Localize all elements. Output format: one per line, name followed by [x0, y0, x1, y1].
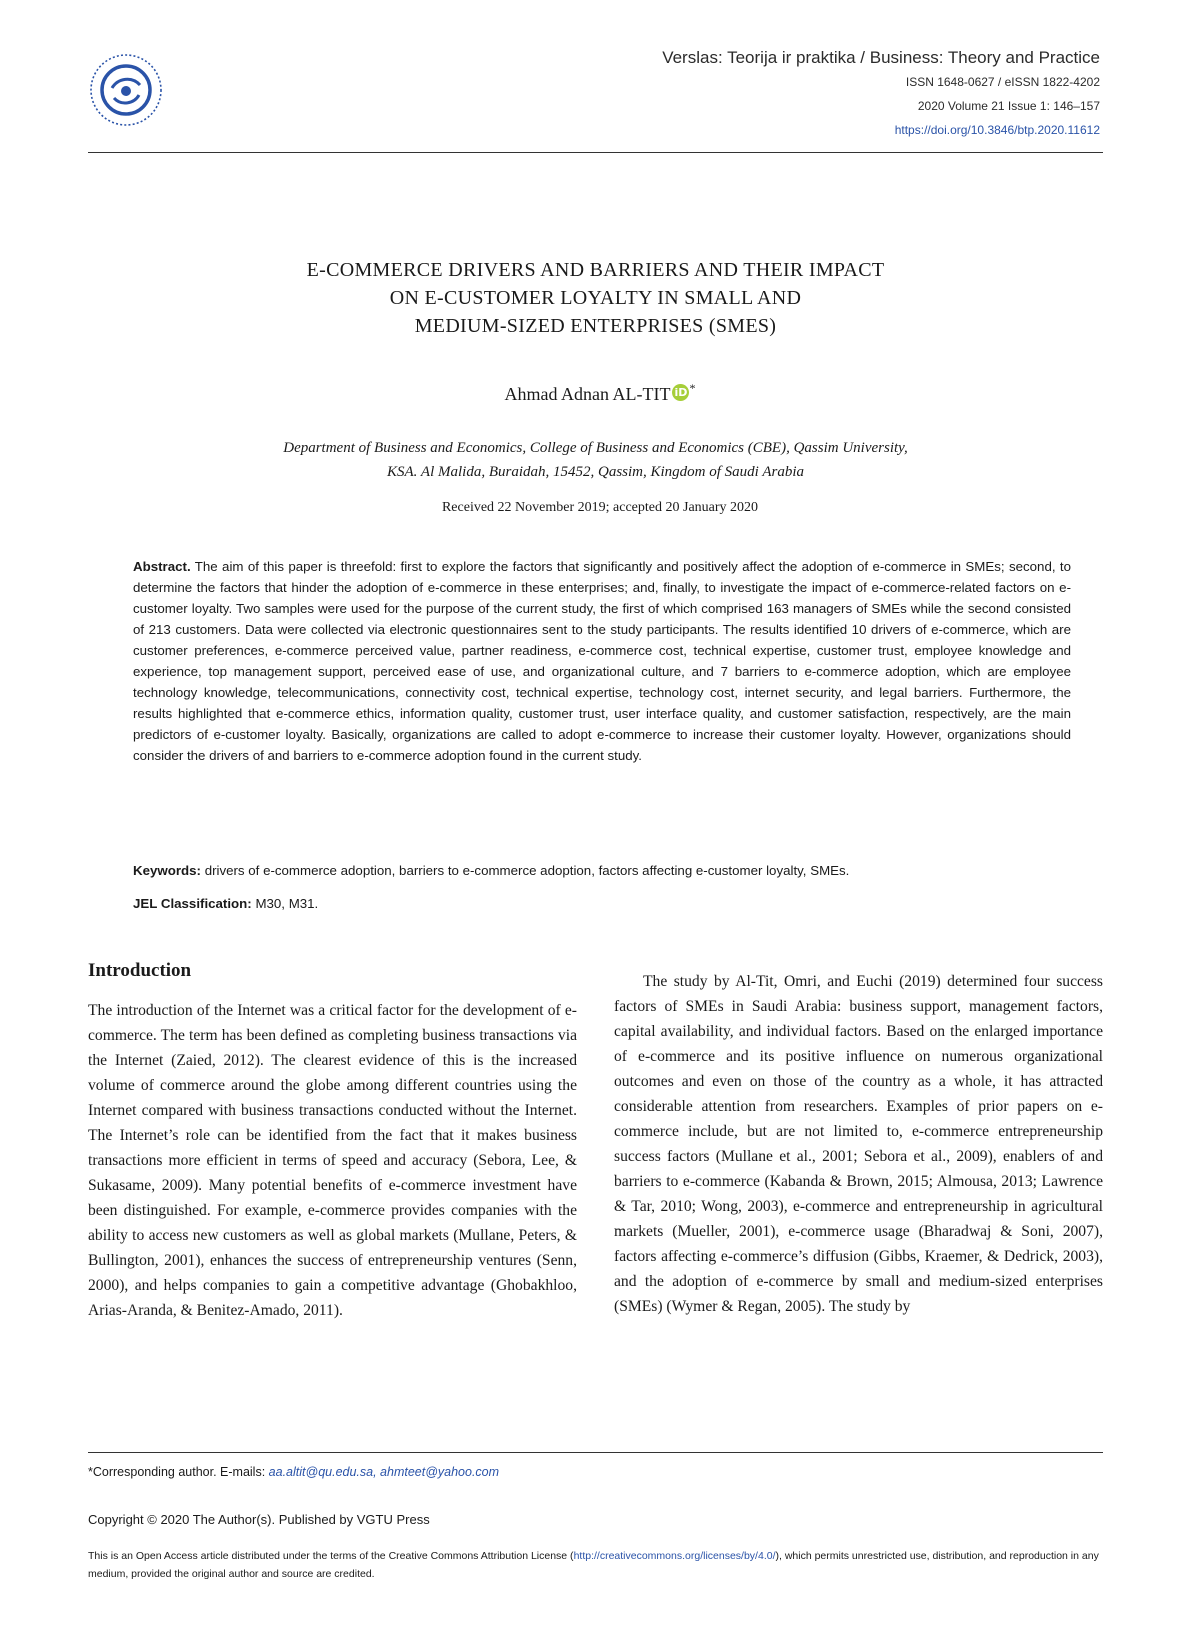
article-title — [88, 256, 1103, 340]
journal-header — [662, 46, 1100, 142]
license-notice — [88, 1547, 1100, 1583]
abstract-label: Abstract. — [133, 559, 191, 574]
footnote-emails[interactable]: aa.altit@qu.edu.sa, ahmteet@yahoo.com — [268, 1465, 500, 1479]
journal-volume: 2020 Volume 21 Issue 1: 146–157 — [917, 99, 1100, 113]
journal-name: Verslas: Teorija ir praktika / Business: Theory and Practice — [662, 48, 1100, 67]
body-column-right: The study by Al-Tit, Omri, and Euchi (2019) determined four success factors of SMEs in Saudi Arabia: business support, management factors, capital availability, and individual factors. Based on the enlarged importance of e-commerce and its positive influence on numerous organizational outcomes and even on those of the country as a whole, it has attracted considerable attention from researchers. Examples of prior papers on e-commerce include, but are not limited to, e-commerce entrepreneurship success factors (Mullane et al., 2001; Sebora et al., 2009), enablers of and barriers to e-commerce (Kabanda & Brown, 2015; Almousa, 2013; Lawrence & Tar, 2010; Wong, 2003), e-commerce and entrepreneurship in agricultural markets (Mueller, 2001), e-commerce usage (Bharadwaj & Soni, 2007), factors affecting e-commerce’s diffusion (Gibbs, Kraemer, & Dedrick, 2003), and the adoption of e-commerce by small and medium-sized enterprises (SMEs) (Wymer & Regan, 2005). The study by — [614, 973, 1103, 1315]
author-line — [0, 381, 1200, 405]
jel-label: JEL Classification: — [133, 896, 252, 911]
orcid-icon[interactable]: iD — [672, 384, 689, 401]
title-line: MEDIUM-SIZED ENTERPRISES (SMES) — [414, 315, 777, 337]
received-dates: Received 22 November 2019; accepted 20 January 2020 — [441, 500, 759, 515]
author-name: Ahmad Adnan AL-TIT — [504, 384, 671, 404]
introduction-heading: Introduction — [88, 960, 192, 981]
corresponding-author-footnote — [88, 1465, 499, 1479]
affiliation-line: KSA. Al Malida, Buraidah, 15452, Qassim, Kingdom of Saudi Arabia — [387, 464, 804, 480]
header-divider — [88, 152, 1103, 153]
license-link[interactable]: http://creativecommons.org/licenses/by/4.0/ — [573, 1550, 776, 1562]
title-line: ON E-CUSTOMER LOYALTY IN SMALL AND — [389, 287, 802, 309]
jel-text: M30, M31. — [255, 896, 319, 911]
journal-issn: ISSN 1648-0627 / eISSN 1822-4202 — [905, 75, 1100, 89]
footnote-divider — [88, 1452, 1103, 1453]
copyright: Copyright © 2020 The Author(s). Published by VGTU Press — [88, 1512, 430, 1527]
abstract-text: The aim of this paper is threefold: first to explore the factors that significantly and positively affect the adoption of e-commerce in SMEs; second, to determine the factors that hinder the adoption of e-commerce in these enterprises; and, finally, to investigate the impact of e-commerce-related factors on e-customer loyalty. Two samples were used for the purpose of the current study, the first of which comprised 163 managers of SMEs while the second consisted of 213 customers. Data were collected via electronic questionnaires sent to the study participants. The results identified 10 drivers of e-commerce, which are customer preferences, e-commerce perceived value, partner readiness, e-commerce cost, technical expertise, customer trust, employee knowledge and experience, top management support, perceived ease of use, and organizational culture, and 7 barriers to e-commerce adoption, which are employee technology knowledge, telecommunications, connectivity cost, technical expertise, technology cost, internet security, and legal barriers. Furthermore, the results highlighted that e-commerce ethics, information quality, customer trust, user interface quality, and customer satisfaction, respectively, are the main predictors of e-customer loyalty. Basically, organizations are called to adopt e-commerce to increase their customer loyalty. However, organizations should consider the drivers of and barriers to e-commerce adoption found in the current study. — [133, 559, 1071, 763]
keywords — [133, 860, 1071, 881]
affiliation — [88, 436, 1103, 484]
jel-classification — [133, 893, 1071, 914]
doi-link[interactable]: https://doi.org/10.3846/btp.2020.11612 — [894, 123, 1100, 137]
license-text-before: This is an Open Access article distributed under the terms of the Creative Commons Attribution License ( — [88, 1550, 574, 1562]
keywords-text: drivers of e-commerce adoption, barriers to e-commerce adoption, factors affecting e-customer loyalty, SMEs. — [204, 863, 850, 878]
abstract — [133, 556, 1071, 766]
affiliation-line: Department of Business and Economics, College of Business and Economics (CBE), Qassim University, — [283, 440, 908, 456]
corresponding-author-mark: * — [689, 381, 696, 395]
footnote-prefix: *Corresponding author. E-mails: — [88, 1465, 266, 1479]
journal-logo-icon — [88, 52, 164, 128]
body-column-left: The introduction of the Internet was a critical factor for the development of e-commerce. The term has been defined as completing business transactions via the Internet (Zaied, 2012). The clearest evidence of this is the increased volume of commerce around the globe among different countries using the Internet compared with business transactions conducted without the Internet. The Internet’s role can be identified from the fact that it makes business transactions more efficient in terms of speed and accuracy (Sebora, Lee, & Sukasame, 2009). Many potential benefits of e-commerce investment have been distinguished. For example, e-commerce provides companies with the ability to access new customers as well as global markets (Mullane, Peters, & Bullington, 2001), enhances the success of entrepreneurship ventures (Senn, 2000), and helps companies to gain a competitive advantage (Ghobakhloo, Arias-Aranda, & Benitez-Amado, 2011). — [88, 1002, 577, 1319]
license-text-after: ), which permits unrestricted use, distribution, and reproduction in any medium, provided the original author and source are credited. — [88, 1550, 1099, 1580]
title-line: E-COMMERCE DRIVERS AND BARRIERS AND THEIR IMPACT — [306, 259, 885, 281]
keywords-label: Keywords: — [133, 863, 201, 878]
